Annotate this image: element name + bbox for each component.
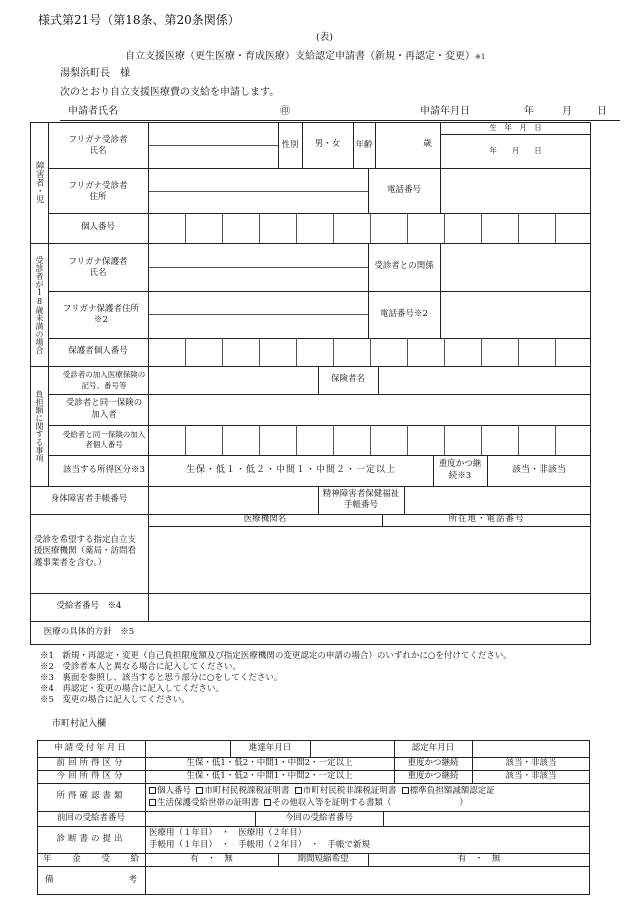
- insurer-label: 保険者名: [330, 374, 365, 385]
- note-1: ※1 新規・再認定・変更（自己負担限度額及び指定医療機関の変更認定の申請の場合）のいずれかに○を付けてください。: [40, 651, 512, 661]
- patient-phone-label: 電話番号: [386, 184, 421, 195]
- note-3: ※3 裏面を参照し、該当すると思う部分に○をしてください。: [40, 673, 283, 683]
- guardian-name-label: フリガナ保護者氏名: [68, 256, 128, 278]
- short-term-options[interactable]: 有 ・ 無: [457, 853, 501, 864]
- medical-policy-label: 医療の具体的方針 ※5: [43, 627, 135, 638]
- sex-label: 性別: [281, 140, 299, 151]
- age-unit: 歳: [423, 139, 432, 150]
- front-side-label: (表): [316, 32, 333, 43]
- note-2: ※2 受診者本人と異なる場合に記入してください。: [40, 662, 241, 672]
- addressee: 湯梨浜町長 様: [60, 68, 130, 79]
- mental-handbook-label: 精神障害者保健福祉手帳番号: [322, 488, 400, 510]
- pension-label: 年 金 受 給: [43, 853, 139, 864]
- prev-severe-label: 重度かつ継続: [407, 757, 459, 768]
- guardian-relation-label: 受診者との関係: [374, 261, 434, 272]
- prev-income-label: 前回所得区分: [56, 757, 126, 768]
- severe-label: 重度かつ継続※3: [438, 459, 482, 481]
- severe-applicable-options[interactable]: 該当・非該当: [511, 465, 566, 476]
- prev-recipient-no-label: 前回の受給者番号: [56, 812, 125, 823]
- prev-income-options[interactable]: 生保・低1・低2・中間1・中間2・一定以上: [186, 757, 353, 768]
- recipient-number-label: 受給者番号 ※4: [56, 601, 122, 612]
- diagnosis-label: 診断書の提出: [56, 833, 126, 844]
- short-term-label: 期間短縮希望: [297, 853, 349, 864]
- pension-options[interactable]: 有 ・ 無: [190, 853, 233, 864]
- proof-docs-label: 所得確認書類: [56, 791, 126, 802]
- received-date-label: 申請受付年月日: [54, 742, 128, 753]
- birth-date-field[interactable]: 年 月 日: [489, 145, 542, 155]
- guardian-id-label: 保護者個人番号: [68, 346, 128, 357]
- remarks-label: 備 考: [45, 874, 137, 885]
- guardian-address-label: フリガナ保護者住所※2: [62, 303, 140, 325]
- cur-income-label: 今回所得区分: [56, 770, 126, 781]
- cur-applicable-options[interactable]: 該当・非該当: [505, 770, 557, 781]
- age-label: 年齢: [355, 140, 373, 151]
- group-guardian: 受診者が18歳未満の場合: [35, 255, 44, 354]
- income-class-options[interactable]: 生保・低１・低２・中間１・中間２・一定以上: [185, 465, 396, 476]
- diagnosis-line2[interactable]: 手帳用（１年目） ・ 手帳用（２年目） ・ 手帳で新規: [149, 840, 371, 850]
- sent-date-label: 進達年月日: [248, 742, 292, 753]
- patient-address-label: フリガナ受診者住所: [68, 180, 128, 202]
- institution-label: 受診を希望する指定自立支援医療機関（薬局・訪問看護事業者を含む。）: [34, 534, 137, 568]
- year-unit: 年: [524, 106, 534, 117]
- form-number: 様式第21号（第18条、第20条関係）: [38, 13, 240, 27]
- cur-recipient-no-label: 今回の受給者番号: [284, 812, 353, 823]
- checkbox[interactable]: [196, 787, 203, 794]
- application-date-label: 申請年月日: [420, 106, 470, 117]
- lead-text: 次のとおり自立支援医療費の支給を申請します。: [60, 87, 280, 98]
- checkbox[interactable]: [149, 799, 156, 806]
- income-class-label: 該当する所得区分※3: [63, 464, 145, 475]
- sex-options[interactable]: 男・女: [314, 139, 341, 150]
- prev-applicable-options[interactable]: 該当・非該当: [505, 757, 557, 768]
- patient-name-label: フリガナ受診者氏名: [68, 134, 128, 156]
- checkbox[interactable]: [402, 787, 409, 794]
- proof-docs-line1: 個人番号 市町村民税課税証明書 市町村民税非課税証明書 標準負担額減額認定証: [149, 787, 495, 796]
- physical-handbook-label: 身体障害者手帳番号: [50, 494, 128, 505]
- applicant-name-label: 申請者氏名: [68, 106, 118, 117]
- group-burden: 負担額に関する事項: [35, 390, 44, 462]
- group-patient: 障害者・児: [34, 161, 45, 204]
- certified-date-label: 認定年月日: [411, 742, 455, 753]
- note-4: ※4 再認定・変更の場合に記入してください。: [40, 684, 224, 694]
- seal-mark: ㊞: [280, 106, 290, 117]
- diagnosis-line1[interactable]: 医療用（１年目） ・ 医療用（２年目）: [149, 828, 307, 838]
- same-insured-id-label: 受給者と同一保険の加入者個人番号: [62, 429, 146, 449]
- institution-address-header: 所在地・電話番号: [448, 514, 525, 525]
- month-unit: 月: [562, 106, 572, 117]
- city-section-title: 市町村記入欄: [52, 719, 107, 729]
- birth-date-header: 生 年 月 日: [489, 122, 542, 132]
- day-unit: 日: [597, 106, 607, 117]
- proof-docs-line2: 生活保護受給世帯の証明書 その他収入等を証明する書類（ ）: [149, 799, 468, 808]
- institution-name-header: 医療機関名: [243, 514, 287, 525]
- cur-income-options[interactable]: 生保・低1・低2・中間1・中間2・一定以上: [186, 770, 353, 781]
- patient-id-label: 個人番号: [80, 222, 115, 233]
- guardian-phone-label: 電話番号※2: [380, 308, 428, 319]
- checkbox[interactable]: [149, 787, 156, 794]
- same-insured-label: 受診者と同一保険の加入者: [65, 398, 143, 420]
- cur-severe-label: 重度かつ継続: [407, 770, 459, 781]
- checkbox[interactable]: [295, 787, 302, 794]
- note-5: ※5 変更の場合に記入してください。: [40, 695, 190, 705]
- insurance-label: 受診者の加入医療保険の記号、番号等: [62, 370, 146, 390]
- checkbox[interactable]: [264, 799, 271, 806]
- form-title: 自立支援医療（更生医療・育成医療）支給認定申請書（新規・再認定・変更）※1: [125, 51, 486, 62]
